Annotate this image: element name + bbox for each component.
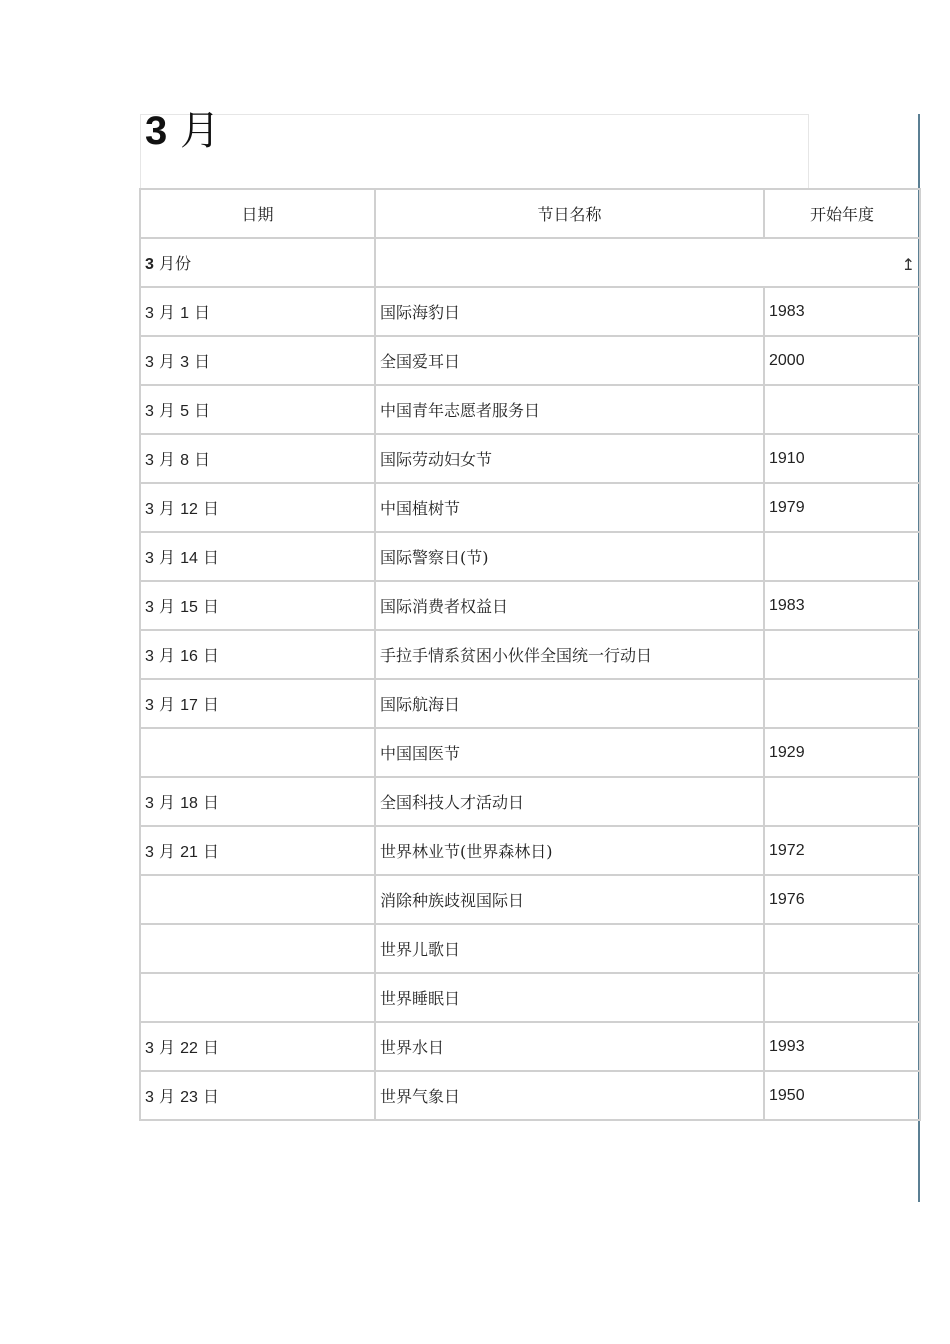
date-day-number: 8 xyxy=(180,452,190,469)
date-month-number: 3 xyxy=(145,550,154,567)
start-year-cell xyxy=(764,777,920,826)
date-day-unit: 日 xyxy=(203,842,220,861)
date-cell xyxy=(140,728,375,777)
date-month-unit: 月 xyxy=(159,646,176,665)
holiday-name-cell: 国际警察日(节) xyxy=(375,532,764,581)
date-day-unit: 日 xyxy=(203,499,220,518)
date-month-number: 3 xyxy=(145,599,154,616)
table-row xyxy=(140,385,920,434)
section-label xyxy=(140,238,375,287)
date-cell xyxy=(140,581,375,630)
start-year-cell: 1972 xyxy=(764,826,920,875)
start-year-cell xyxy=(764,385,920,434)
date-month-number: 3 xyxy=(145,305,154,322)
holiday-name-cell: 国际消费者权益日 xyxy=(375,581,764,630)
date-cell xyxy=(140,483,375,532)
date-month-number: 3 xyxy=(145,1089,154,1106)
table-row xyxy=(140,777,920,826)
date-cell xyxy=(140,434,375,483)
table-row xyxy=(140,679,920,728)
holiday-table xyxy=(139,188,921,1121)
date-cell xyxy=(140,679,375,728)
start-year-cell: 1983 xyxy=(764,581,920,630)
title-frame xyxy=(140,114,809,188)
date-day-unit: 日 xyxy=(203,548,220,567)
date-cell xyxy=(140,336,375,385)
date-cell xyxy=(140,924,375,973)
holiday-name-cell: 国际海豹日 xyxy=(375,287,764,336)
start-year-cell: 1976 xyxy=(764,875,920,924)
date-month-unit: 月 xyxy=(159,695,176,714)
holiday-name-cell: 中国植树节 xyxy=(375,483,764,532)
holiday-name-cell: 全国科技人才活动日 xyxy=(375,777,764,826)
date-month-unit: 月 xyxy=(159,499,176,518)
holiday-name-cell: 手拉手情系贫困小伙伴全国统一行动日 xyxy=(375,630,764,679)
section-month-text: 月份 xyxy=(159,254,192,273)
date-month-unit: 月 xyxy=(159,401,176,420)
date-day-unit: 日 xyxy=(194,401,211,420)
holiday-name-cell: 国际劳动妇女节 xyxy=(375,434,764,483)
date-cell xyxy=(140,777,375,826)
start-year-cell: 1993 xyxy=(764,1022,920,1071)
date-day-number: 18 xyxy=(180,795,198,812)
start-year-cell xyxy=(764,973,920,1022)
title-unit: 月 xyxy=(179,108,220,154)
date-month-number: 3 xyxy=(145,354,154,371)
date-day-unit: 日 xyxy=(203,646,220,665)
date-day-unit: 日 xyxy=(203,1038,220,1057)
date-month-number: 3 xyxy=(145,452,154,469)
date-cell xyxy=(140,532,375,581)
table-row xyxy=(140,1022,920,1071)
date-month-number: 3 xyxy=(145,697,154,714)
table-row xyxy=(140,826,920,875)
date-month-unit: 月 xyxy=(159,1087,176,1106)
date-month-number: 3 xyxy=(145,403,154,420)
holiday-name-cell: 中国青年志愿者服务日 xyxy=(375,385,764,434)
start-year-cell: 2000 xyxy=(764,336,920,385)
start-year-cell xyxy=(764,679,920,728)
date-day-unit: 日 xyxy=(203,793,220,812)
holiday-name-cell: 世界儿歌日 xyxy=(375,924,764,973)
date-day-unit: 日 xyxy=(203,1087,220,1106)
start-year-cell: 1910 xyxy=(764,434,920,483)
date-day-number: 15 xyxy=(180,599,198,616)
date-month-unit: 月 xyxy=(159,303,176,322)
date-month-number: 3 xyxy=(145,501,154,518)
date-day-number: 22 xyxy=(180,1040,198,1057)
table-row xyxy=(140,630,920,679)
table-row xyxy=(140,1071,920,1120)
date-day-number: 23 xyxy=(180,1089,198,1106)
date-day-number: 1 xyxy=(180,305,190,322)
date-day-unit: 日 xyxy=(194,352,211,371)
date-day-number: 3 xyxy=(180,354,190,371)
date-day-unit: 日 xyxy=(194,303,211,322)
date-month-number: 3 xyxy=(145,844,154,861)
table-row xyxy=(140,728,920,777)
date-month-unit: 月 xyxy=(159,842,176,861)
date-day-unit: 日 xyxy=(194,450,211,469)
start-year-cell: 1929 xyxy=(764,728,920,777)
date-cell xyxy=(140,287,375,336)
table-row xyxy=(140,924,920,973)
table-row xyxy=(140,532,920,581)
date-cell xyxy=(140,826,375,875)
header-row xyxy=(140,189,920,238)
header-date: 日期 xyxy=(140,189,375,238)
date-cell xyxy=(140,973,375,1022)
header-year: 开始年度 xyxy=(764,189,920,238)
title-number: 3 xyxy=(145,109,168,153)
holiday-name-cell: 全国爱耳日 xyxy=(375,336,764,385)
start-year-cell xyxy=(764,532,920,581)
date-cell xyxy=(140,385,375,434)
table-row xyxy=(140,483,920,532)
date-month-unit: 月 xyxy=(159,597,176,616)
section-row xyxy=(140,238,920,287)
table-row xyxy=(140,973,920,1022)
upward-arrow-icon: ↥ xyxy=(901,255,915,274)
start-year-cell: 1979 xyxy=(764,483,920,532)
holiday-name-cell: 世界林业节(世界森林日) xyxy=(375,826,764,875)
table-row xyxy=(140,581,920,630)
date-day-number: 17 xyxy=(180,697,198,714)
date-month-unit: 月 xyxy=(159,450,176,469)
date-month-unit: 月 xyxy=(159,352,176,371)
date-cell xyxy=(140,875,375,924)
start-year-cell: 1950 xyxy=(764,1071,920,1120)
date-cell xyxy=(140,1071,375,1120)
date-month-number: 3 xyxy=(145,648,154,665)
date-day-number: 12 xyxy=(180,501,198,518)
date-month-number: 3 xyxy=(145,1040,154,1057)
section-span-cell xyxy=(375,238,920,287)
holiday-name-cell: 国际航海日 xyxy=(375,679,764,728)
date-month-unit: 月 xyxy=(159,793,176,812)
header-name: 节日名称 xyxy=(375,189,764,238)
table-row xyxy=(140,287,920,336)
date-cell xyxy=(140,630,375,679)
date-day-unit: 日 xyxy=(203,597,220,616)
date-month-number: 3 xyxy=(145,795,154,812)
start-year-cell xyxy=(764,630,920,679)
start-year-cell xyxy=(764,924,920,973)
holiday-name-cell: 中国国医节 xyxy=(375,728,764,777)
holiday-name-cell: 消除种族歧视国际日 xyxy=(375,875,764,924)
page-title xyxy=(145,106,220,156)
holiday-name-cell: 世界气象日 xyxy=(375,1071,764,1120)
table-row xyxy=(140,875,920,924)
date-day-number: 16 xyxy=(180,648,198,665)
section-month-number: 3 xyxy=(145,256,154,273)
date-day-number: 14 xyxy=(180,550,198,567)
start-year-cell: 1983 xyxy=(764,287,920,336)
date-month-unit: 月 xyxy=(159,1038,176,1057)
date-month-unit: 月 xyxy=(159,548,176,567)
holiday-name-cell: 世界水日 xyxy=(375,1022,764,1071)
date-day-number: 21 xyxy=(180,844,198,861)
date-day-unit: 日 xyxy=(203,695,220,714)
holiday-name-cell: 世界睡眠日 xyxy=(375,973,764,1022)
table-row xyxy=(140,336,920,385)
date-cell xyxy=(140,1022,375,1071)
table-row xyxy=(140,434,920,483)
date-day-number: 5 xyxy=(180,403,190,420)
